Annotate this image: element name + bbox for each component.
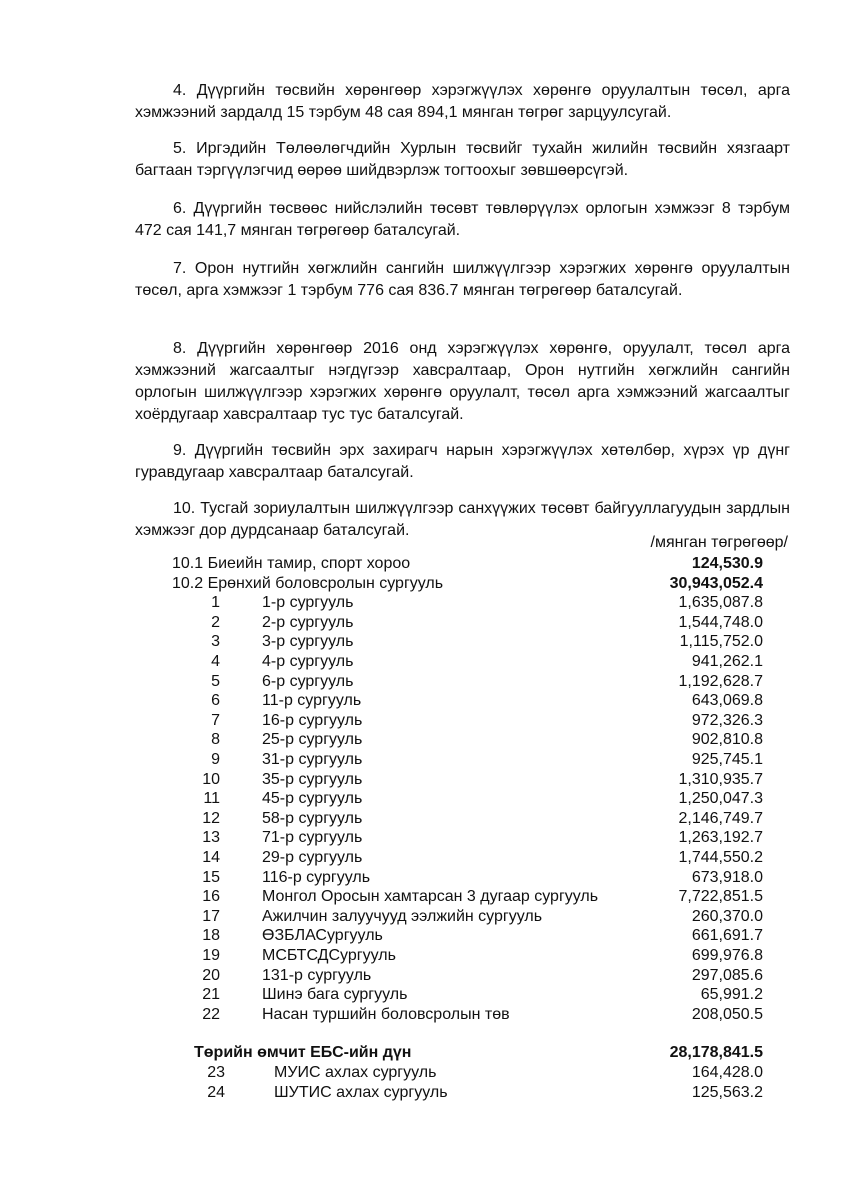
amount-value: 661,691.7 (691, 927, 763, 945)
table-row (0, 828, 850, 848)
amount-value: 65,991.2 (700, 986, 763, 1004)
school-name: 3-р сургууль (262, 633, 354, 651)
total-row (0, 1043, 850, 1063)
paragraph-7: 7. Орон нутгийн хөгжлийн сангийн шилжүүлгээр хэрэгжих хөрөнгө оруулалтын төсөл, арга хэмжээг 1 тэрбум 776 сая 836.7 мянган төгрөгөөр баталсугай. (135, 260, 790, 299)
amount-value: 1,544,748.0 (678, 613, 763, 631)
table-row (0, 750, 850, 770)
section-label: 10.1 Биеийн тамир, спорт хороо (172, 555, 411, 572)
total-label: Төрийн өмчит ЕБС-ийн дүн (194, 1044, 412, 1062)
row-number: 15 (202, 868, 220, 886)
amount-value: 1,744,550.2 (678, 849, 763, 866)
school-name: 2-р сургууль (262, 613, 354, 631)
amount-value: 1,250,047.3 (678, 790, 763, 808)
amount-value: 208,050.5 (691, 1005, 763, 1023)
school-name: Ажилчин залуучууд ээлжийн сургууль (262, 907, 543, 925)
table-row (0, 887, 850, 907)
school-name: 1-р сургууль (262, 594, 354, 612)
table-row (0, 632, 850, 652)
row-number: 9 (211, 751, 220, 768)
paragraph-10: 10. Тусгай зориулалтын шилжүүлгээр санхүүжих төсөвт байгууллагуудын зардлын хэмжээг дор дурдсанаар баталсугай. (135, 500, 790, 539)
school-name: 25-р сургууль (262, 731, 363, 749)
section-row (0, 574, 850, 594)
table-row (0, 946, 850, 966)
row-number: 22 (202, 1005, 220, 1023)
school-name: ӨЗБЛАСургууль (262, 927, 383, 945)
amount-value: 1,115,752.0 (679, 633, 763, 651)
table-row (0, 926, 850, 946)
school-name: 31-р сургууль (262, 751, 363, 768)
paragraph-5: 5. Иргэдийн Төлөөлөгчдийн Хурлын төсвийг тухайн жилийн төсвийн хязгаарт багтаан тэргүүлэгчид өөрөө шийдвэрлэж тогтоохыг зөвшөөрсүгэй. (135, 140, 790, 179)
amount-value: 972,326.3 (691, 711, 763, 729)
table-row (0, 966, 850, 986)
school-name: 6-р сургууль (262, 672, 354, 690)
amount-value: 125,563.2 (691, 1083, 763, 1101)
school-name: Насан туршийн боловсролын төв (262, 1005, 510, 1023)
row-number: 7 (211, 711, 220, 729)
table-row (0, 672, 850, 692)
row-number: 14 (202, 849, 220, 866)
school-name: МУИС ахлах сургууль (274, 1064, 437, 1081)
amount-value: 164,428.0 (691, 1064, 763, 1081)
amount-value: 902,810.8 (691, 731, 763, 749)
table-row (0, 770, 850, 790)
table-row (0, 691, 850, 711)
amount-value: 1,192,628.7 (678, 672, 763, 690)
table-row (0, 907, 850, 927)
school-name: 131-р сургууль (262, 966, 372, 984)
row-number: 13 (202, 829, 220, 847)
section-label: 10.2 Ерөнхий боловсролын сургууль (172, 574, 444, 592)
school-name: 116-р сургууль (262, 868, 371, 886)
table-row (0, 613, 850, 633)
amount-value: 260,370.0 (691, 907, 763, 925)
amount-value: 1,635,087.8 (678, 594, 763, 612)
unit-label: /мянган төгрөгөөр/ (650, 534, 788, 551)
row-number: 18 (202, 927, 220, 945)
row-number: 2 (211, 613, 220, 631)
row-number: 24 (207, 1083, 225, 1101)
table-row (0, 809, 850, 829)
row-number: 4 (211, 653, 220, 670)
school-name: МСБТСДСургууль (262, 947, 396, 964)
amount-value: 2,146,749.7 (678, 809, 763, 827)
row-number: 1 (211, 594, 220, 612)
school-name: Шинэ бага сургууль (262, 986, 408, 1004)
school-name: 29-р сургууль (262, 849, 363, 866)
amount-value: 699,976.8 (691, 947, 763, 964)
row-number: 16 (202, 888, 220, 906)
table-row (0, 985, 850, 1005)
school-name: 71-р сургууль (262, 829, 363, 847)
table-row (0, 1005, 850, 1025)
table-row (0, 789, 850, 809)
row-number: 3 (211, 633, 220, 651)
row-number: 10 (202, 770, 220, 788)
school-name: 45-р сургууль (262, 790, 363, 808)
row-number: 19 (202, 947, 220, 964)
row-number: 23 (207, 1064, 225, 1081)
total-value: 28,178,841.5 (669, 1044, 763, 1062)
row-number: 5 (211, 672, 220, 690)
amount-value: 297,085.6 (691, 966, 763, 984)
school-name: 11-р сургууль (262, 692, 362, 710)
table-row (0, 848, 850, 868)
section-row (0, 554, 850, 574)
school-name: 58-р сургууль (262, 809, 363, 827)
school-name: ШУТИС ахлах сургууль (274, 1083, 448, 1101)
paragraph-6: 6. Дүүргийн төсвөөс нийслэлийн төсөвт төвлөрүүлэх орлогын хэмжээг 8 тэрбум 472 сая 141,7 мянган төгрөгөөр баталсугай. (135, 200, 790, 239)
school-name: Монгол Оросын хамтарсан 3 дугаар сургууль (262, 888, 599, 906)
school-name: 16-р сургууль (262, 711, 363, 729)
row-number: 6 (211, 692, 220, 710)
paragraph-4: 4. Дүүргийн төсвийн хөрөнгөөр хэрэгжүүлэх хөрөнгө оруулалтын төсөл, арга хэмжээний зардалд 15 тэрбум 48 сая 894,1 мянган төгрөг зарцуулсугай. (135, 82, 790, 121)
table-row (0, 593, 850, 613)
row-number: 21 (202, 986, 220, 1004)
amount-value: 7,722,851.5 (678, 888, 763, 906)
row-number: 20 (202, 966, 220, 984)
school-name: 4-р сургууль (262, 653, 354, 670)
paragraph-8: 8. Дүүргийн хөрөнгөөр 2016 онд хэрэгжүүлэх хөрөнгө, оруулалт, төсөл арга хэмжээний жагсаалтыг нэгдүгээр хавсралтаар, Орон нутгийн хөгжлийн сангийн орлогын шилжүүлгээр хэрэгжих хөрөнгө оруулалт, төсөл арга хэмжээний жагсаалтыг хоёрдугаар хавсралтаар тус тус баталсугай. (135, 340, 790, 423)
row-number: 8 (211, 731, 220, 749)
table-row (0, 730, 850, 750)
amount-value: 673,918.0 (691, 868, 763, 886)
amount-value: 643,069.8 (691, 692, 763, 710)
row-number: 11 (203, 790, 220, 808)
table-row (0, 652, 850, 672)
section-value: 124,530.9 (691, 555, 763, 572)
table-row (0, 1083, 850, 1103)
paragraph-9: 9. Дүүргийн төсвийн эрх захирагч нарын хэрэгжүүлэх хөтөлбөр, хүрэх үр дүнг гуравдугаар хавсралтаар баталсугай. (135, 442, 790, 481)
table-row (0, 1063, 850, 1083)
amount-value: 1,263,192.7 (678, 829, 763, 847)
table-row (0, 868, 850, 888)
amount-value: 1,310,935.7 (678, 770, 763, 788)
table-row (0, 711, 850, 731)
section-value: 30,943,052.4 (669, 574, 763, 592)
row-number: 17 (202, 907, 220, 925)
row-number: 12 (202, 809, 220, 827)
school-name: 35-р сургууль (262, 770, 363, 788)
amount-value: 925,745.1 (691, 751, 763, 768)
amount-value: 941,262.1 (691, 653, 763, 670)
